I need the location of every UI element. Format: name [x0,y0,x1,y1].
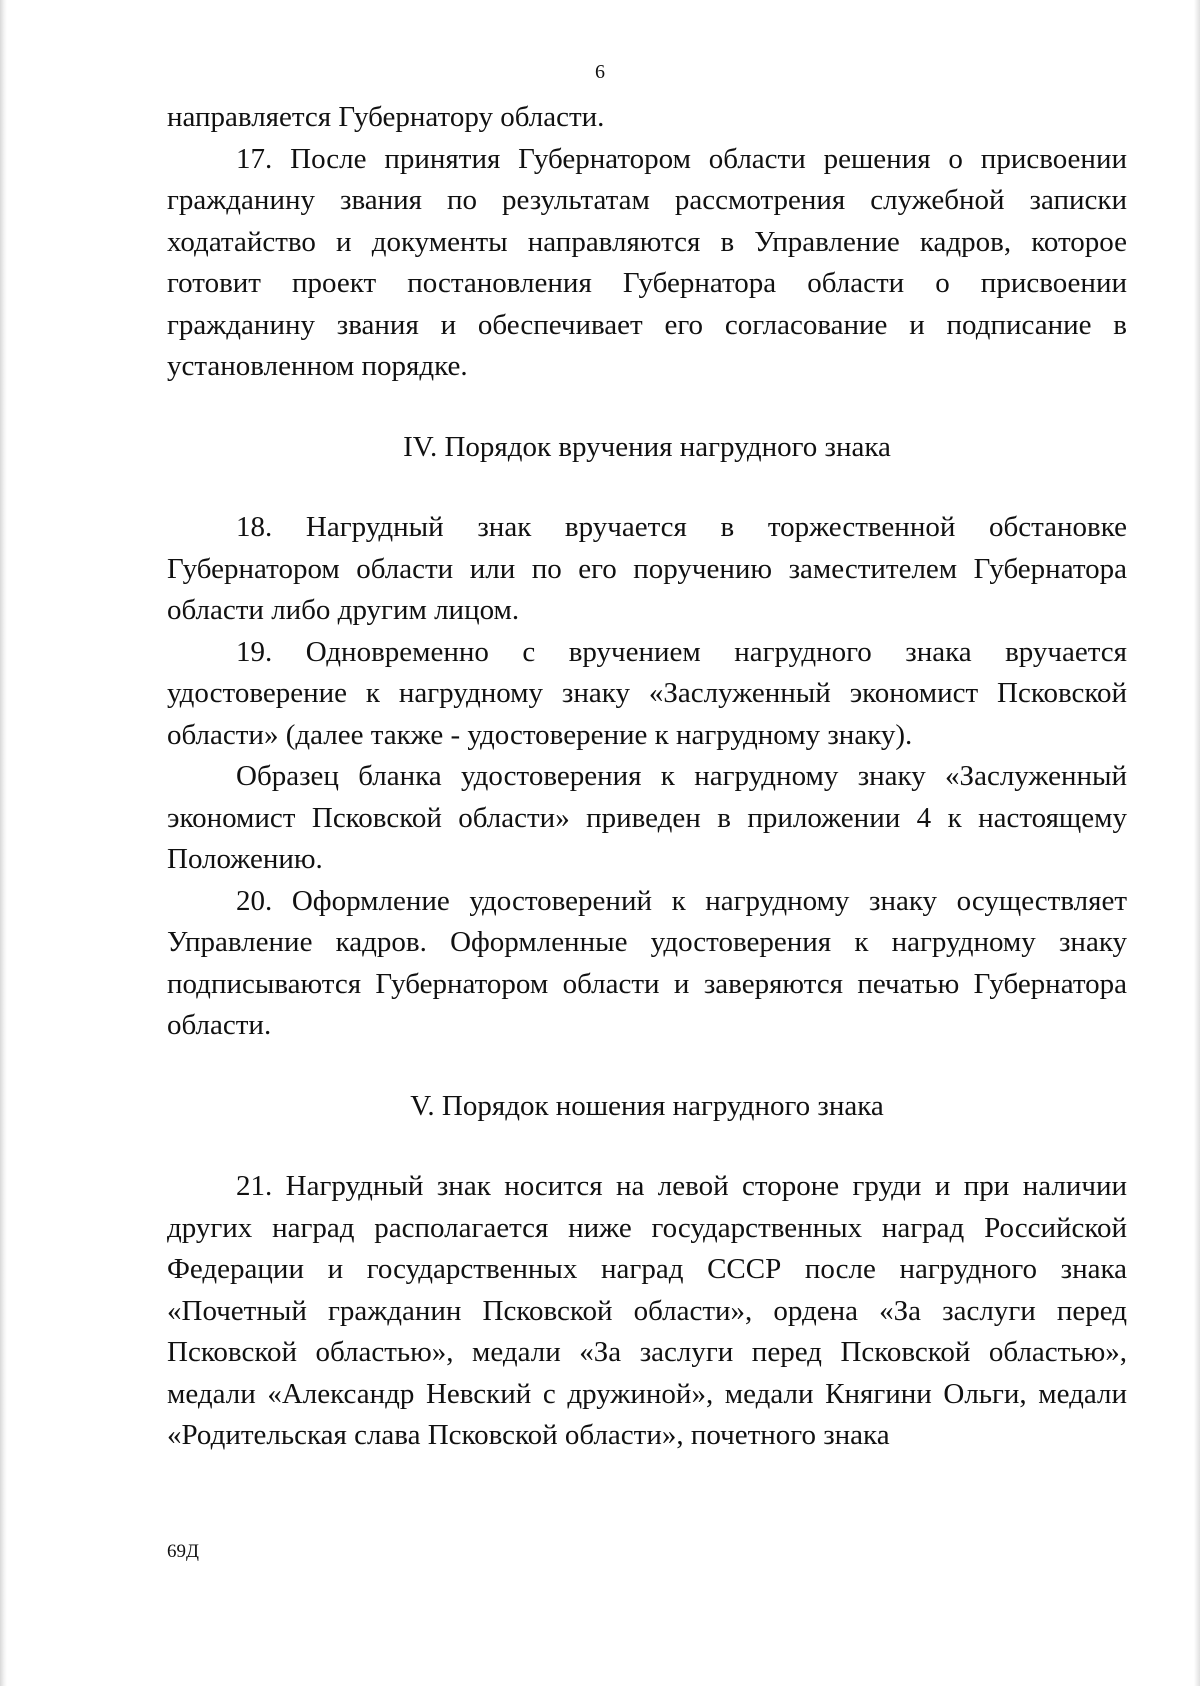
scan-edge-left [0,0,7,1686]
scan-edge-right [1194,0,1200,1686]
document-code: 69Д [167,1541,199,1562]
paragraph-18: 18. Нагрудный знак вручается в торжественной обстановке Губернатором области или по его поручению заместителем Губернатора области либо другим лицом. [167,511,1127,626]
page-number: 6 [595,61,605,83]
paragraph-20: 20. Оформление удостоверений к нагрудному знаку осуществляет Управление кадров. Оформленные удостоверения к нагрудному знаку подписываются Губернатором области и заверяются печатью Губернатора области. [167,884,1127,1041]
document-body [167,97,1127,1457]
paragraph-17: 17. После принятия Губернатором области решения о присвоении гражданину звания по результатам рассмотрения служебной записки ходатайство и документы направляются в Управление кадров, которое готовит проект постановления Губернатора области о присвоении гражданину звания и обеспечивает его согласование и подписание в установленном порядке. [167,142,1127,382]
paragraph-continuation: направляется Губернатору области. [167,101,605,133]
section-5-heading: V. Порядок ношения нагрудного знака [410,1089,884,1122]
paragraph-19: 19. Одновременно с вручением нагрудного знака вручается удостоверение к нагрудному знаку «Заслуженный экономист Псковской области» (далее также - удостоверение к нагрудному знаку). [167,635,1127,751]
paragraph-21: 21. Нагрудный знак носится на левой стороне груди и при наличии других наград располагается ниже государственных наград Российской Федерации и государственных наград СССР после нагрудного знака «Почетный гражданин Псковской области», ордена «За заслуги перед Псковской областью», медали «За заслуги перед Псковской областью», медали «Александр Невский с дружиной», медали Княгини Ольги, медали «Родительская слава Псковской области», почетного знака [167,1170,1127,1451]
section-4-heading: IV. Порядок вручения нагрудного знака [403,430,891,463]
paragraph-19-sample: Образец бланка удостоверения к нагрудному знаку «Заслуженный экономист Псковской области» приведен в приложении 4 к настоящему Положению. [167,760,1127,875]
